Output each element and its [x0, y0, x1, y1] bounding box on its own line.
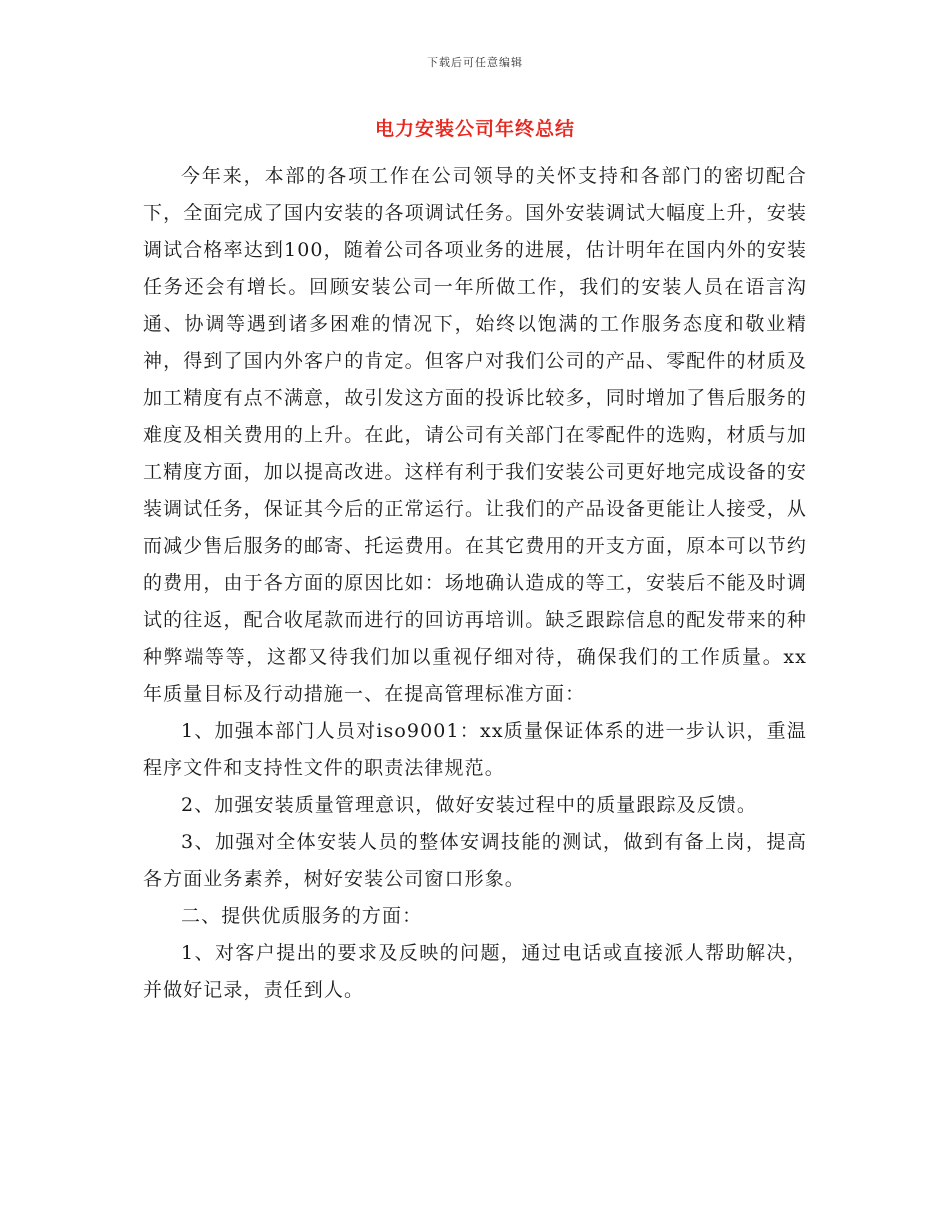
paragraph-item-1: 1、加强本部门人员对iso9001：xx质量保证体系的进一步认识，重温程序文件和支持性文件的职责法律规范。 [143, 720, 807, 779]
paragraph-intro: 今年来，本部的各项工作在公司领导的关怀支持和各部门的密切配合下，全面完成了国内安装的各项调试任务。国外安装调试大幅度上升，安装调试合格率达到100，随着公司各项业务的进展，估计明年在国内外的安装任务还会有增长。回顾安装公司一年所做工作，我们的安装人员在语言沟通、协调等遇到诸多困难的情况下，始终以饱满的工作服务态度和敬业精神，得到了国内外客户的肯定。但客户对我们公司的产品、零配件的材质及加工精度有点不满意，故引发这方面的投诉比较多，同时增加了售后服务的难度及相关费用的上升。在此，请公司有关部门在零配件的选购，材质与加工精度方面，加以提高改进。这样有利于我们安装公司更好地完成设备的安装调试任务，保证其今后的正常运行。让我们的产品设备更能让人接受，从而减少售后服务的邮寄、托运费用。在其它费用的开支方面，原本可以节约的费用，由于各方面的原因比如：场地确认造成的等工，安装后不能及时调试的往返，配合收尾款而进行的回访再培训。缺乏跟踪信息的配发带来的种种弊端等等，这都又待我们加以重视仔细对待，确保我们的工作质量。xx年质量目标及行动措施一、在提高管理标准方面： [143, 165, 807, 705]
header-note: 下载后可任意编辑 [427, 56, 523, 69]
document-title: 电力安装公司年终总结 [374, 118, 575, 140]
paragraph-section-2-heading: 二、提供优质服务的方面： [181, 905, 423, 927]
paragraph-service-item-1: 1、对客户提出的要求及反映的问题，通过电话或直接派人帮助解决，并做好记录，责任到人。 [143, 942, 807, 1001]
document-body [143, 158, 807, 1009]
paragraph-item-2: 2、加强安装质量管理意识，做好安装过程中的质量跟踪及反馈。 [181, 794, 757, 816]
paragraph-item-3: 3、加强对全体安装人员的整体安调技能的测试，做到有备上岗，提高各方面业务素养，树好安装公司窗口形象。 [143, 831, 807, 890]
